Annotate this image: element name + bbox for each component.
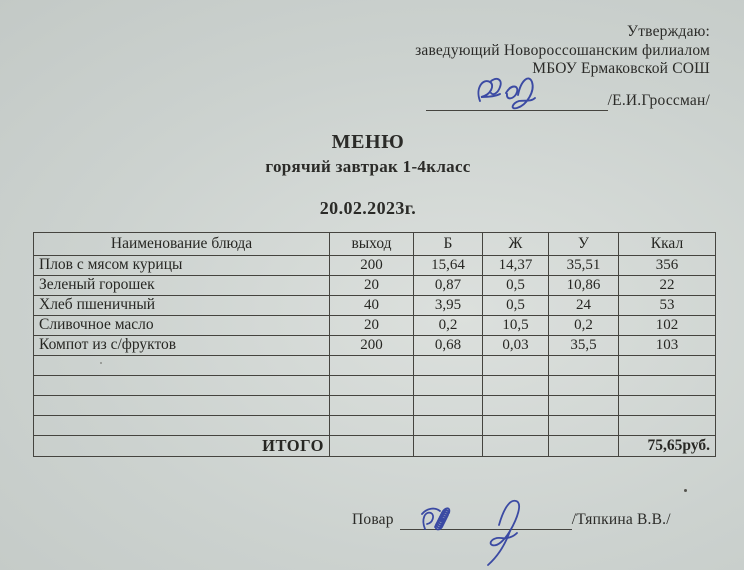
approver-signature-line — [426, 93, 608, 111]
empty-cell — [483, 436, 549, 457]
dish-name-cell — [34, 396, 330, 416]
menu-table-body — [34, 256, 716, 436]
menu-title: МЕНЮ — [331, 131, 405, 153]
value-cell — [483, 416, 549, 436]
dish-name-cell — [34, 356, 330, 376]
value-cell — [414, 376, 483, 396]
cook-signature-row — [352, 511, 671, 530]
value-cell: 14,37 — [483, 256, 549, 276]
cook-name: /Тяпкина В.В./ — [571, 511, 671, 528]
value-cell: 0,87 — [414, 276, 483, 296]
approver-name: /Е.И.Гроссман/ — [607, 92, 710, 109]
col-header-protein: Б — [414, 233, 483, 256]
col-header-carbs: У — [549, 233, 619, 256]
dish-name-cell: Сливочное масло — [34, 316, 330, 336]
value-cell — [483, 376, 549, 396]
menu-table — [33, 232, 716, 457]
table-row — [34, 296, 716, 316]
value-cell: 53 — [619, 296, 716, 316]
value-cell — [619, 376, 716, 396]
menu-subtitle: горячий завтрак 1-4класс — [265, 157, 471, 176]
col-header-fat: Ж — [483, 233, 549, 256]
value-cell: 102 — [619, 316, 716, 336]
value-cell — [619, 356, 716, 376]
col-header-kcal: Ккал — [619, 233, 716, 256]
table-row — [34, 336, 716, 356]
dish-name-cell: Плов с мясом курицы — [34, 256, 330, 276]
value-cell: 10,86 — [549, 276, 619, 296]
value-cell: 200 — [330, 336, 414, 356]
value-cell — [619, 396, 716, 416]
value-cell: 0,5 — [483, 276, 549, 296]
value-cell — [483, 396, 549, 416]
table-row — [34, 256, 716, 276]
value-cell: 3,95 — [414, 296, 483, 316]
dish-name-cell: Хлеб пшеничный — [34, 296, 330, 316]
value-cell — [330, 376, 414, 396]
total-row — [34, 436, 716, 457]
value-cell — [483, 356, 549, 376]
menu-date: 20.02.2023г. — [319, 198, 417, 218]
value-cell — [549, 416, 619, 436]
dish-name-cell — [34, 416, 330, 436]
header-row — [34, 233, 716, 256]
value-cell — [414, 416, 483, 436]
paper-speck — [684, 489, 687, 492]
col-header-portion: выход — [330, 233, 414, 256]
value-cell: 0,5 — [483, 296, 549, 316]
col-header-dish-name: Наименование блюда — [34, 233, 330, 256]
value-cell — [549, 396, 619, 416]
value-cell — [414, 356, 483, 376]
value-cell — [330, 396, 414, 416]
paper-speck — [100, 362, 102, 364]
table-row — [34, 276, 716, 296]
value-cell — [414, 396, 483, 416]
approver-signature-row — [415, 87, 710, 111]
approval-block — [415, 23, 710, 111]
value-cell: 10,5 — [483, 316, 549, 336]
value-cell: 356 — [619, 256, 716, 276]
value-cell: 35,5 — [549, 336, 619, 356]
empty-table-row — [34, 416, 716, 436]
total-label: ИТОГО — [34, 436, 330, 457]
value-cell: 15,64 — [414, 256, 483, 276]
menu-table-header — [34, 233, 716, 256]
value-cell: 20 — [330, 316, 414, 336]
approval-line-1: Утверждаю: — [627, 23, 710, 40]
value-cell — [330, 416, 414, 436]
value-cell: 24 — [549, 296, 619, 316]
value-cell: 0,2 — [549, 316, 619, 336]
dish-name-cell: Компот из с/фруктов — [34, 336, 330, 356]
value-cell: 35,51 — [549, 256, 619, 276]
dish-name-cell — [34, 376, 330, 396]
value-cell: 22 — [619, 276, 716, 296]
value-cell — [619, 416, 716, 436]
value-cell: 0,03 — [483, 336, 549, 356]
value-cell: 200 — [330, 256, 414, 276]
cook-signature-ink — [413, 493, 537, 570]
value-cell — [549, 356, 619, 376]
value-cell: 0,68 — [414, 336, 483, 356]
total-value: 75,65руб. — [619, 436, 716, 457]
value-cell — [330, 356, 414, 376]
value-cell — [549, 376, 619, 396]
dish-name-cell: Зеленый горошек — [34, 276, 330, 296]
value-cell: 103 — [619, 336, 716, 356]
empty-cell — [414, 436, 483, 457]
approval-line-3: МБОУ Ермаковской СОШ — [532, 60, 710, 77]
empty-cell — [549, 436, 619, 457]
empty-cell — [330, 436, 414, 457]
title-block — [0, 131, 736, 219]
cook-signature-line — [400, 512, 572, 530]
value-cell: 40 — [330, 296, 414, 316]
value-cell: 20 — [330, 276, 414, 296]
empty-table-row — [34, 356, 716, 376]
cook-role-label: Повар — [352, 511, 394, 528]
approval-line-2: заведующий Новороссошанским филиалом — [415, 41, 710, 59]
menu-table-footer — [34, 436, 716, 457]
value-cell: 0,2 — [414, 316, 483, 336]
table-row — [34, 316, 716, 336]
empty-table-row — [34, 376, 716, 396]
empty-table-row — [34, 396, 716, 416]
